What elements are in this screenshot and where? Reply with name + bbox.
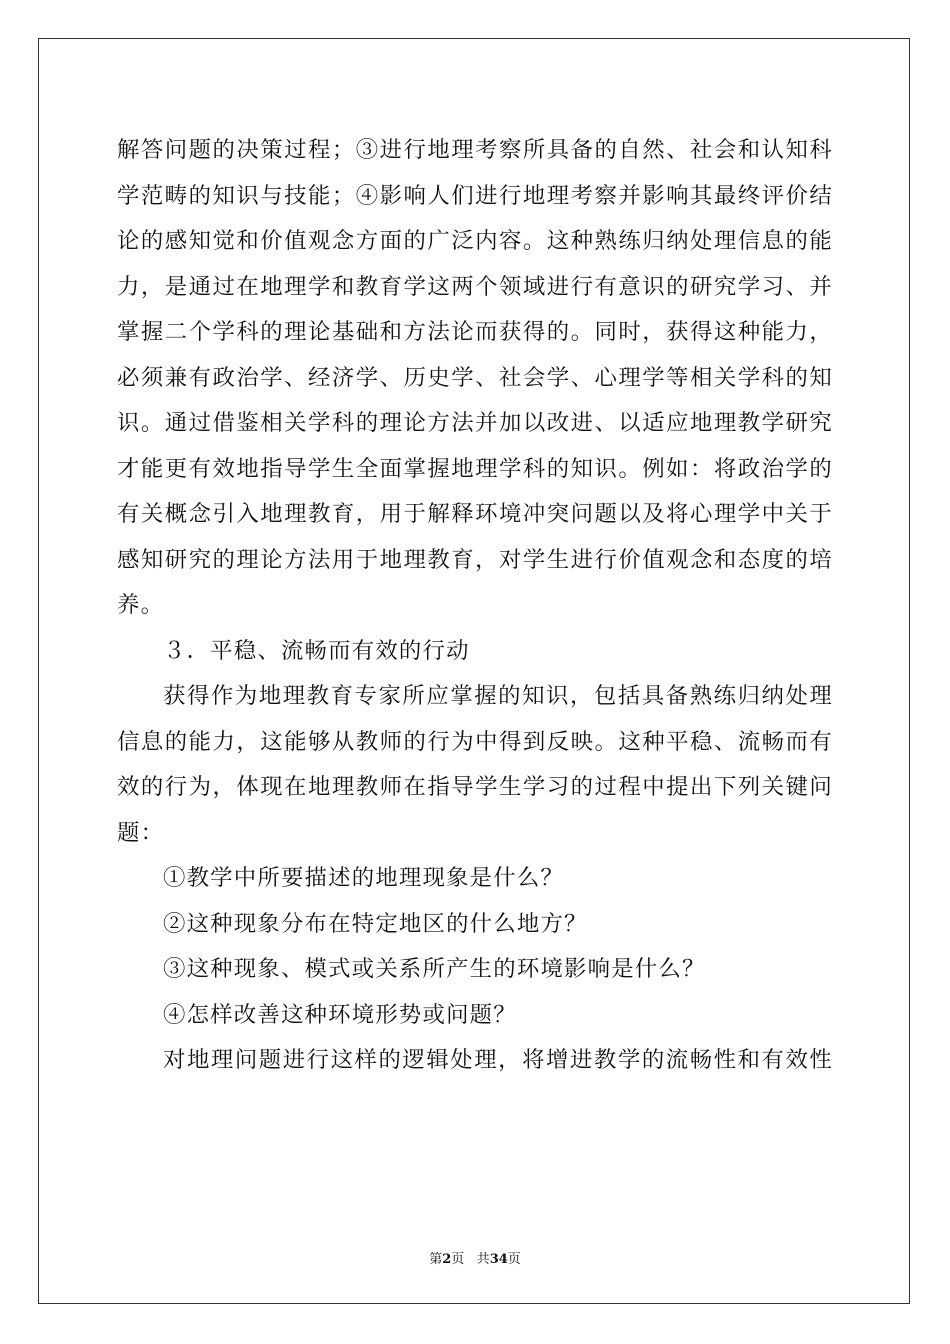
text-line: 论的感知觉和价值观念方面的广泛内容。这种熟练归纳处理信息的能 [117, 228, 833, 254]
question-item: ③这种现象、模式或关系所产生的环境影响是什么？ [163, 956, 706, 982]
total-pages: 34 [489, 1252, 508, 1267]
question-item: ②这种现象分布在特定地区的什么地方？ [163, 910, 588, 937]
text-line: 获得作为地理教育专家所应掌握的知识，包括具备熟练归纳处理 [163, 683, 833, 709]
text-line: 感知研究的理论方法用于地理教育，对学生进行价值观念和态度的培 [117, 546, 833, 573]
text-line: 效的行为，体现在地理教师在指导学生学习的过程中提出下列关键问 [117, 774, 833, 800]
page-prefix: 第 [429, 1252, 443, 1267]
text-line: 才能更有效地指导学生全面掌握地理学科的知识。例如：将政治学的 [117, 455, 833, 482]
question-item: ④怎样改善这种环境形势或问题？ [163, 1001, 517, 1028]
text-line: 掌握二个学科的理论基础和方法论而获得的。同时，获得这种能力， [117, 319, 833, 345]
text-line: 必须兼有政治学、经济学、历史学、社会学、心理学等相关学科的知 [117, 364, 833, 391]
text-line: 有关概念引入地理教育，用于解释环境冲突问题以及将心理学中关于 [117, 501, 833, 527]
text-line: 学范畴的知识与技能；④影响人们进行地理考察并影响其最终评价结 [117, 182, 833, 209]
text-line: 信息的能力，这能够从教师的行为中得到反映。这种平稳、流畅而有 [117, 728, 833, 755]
section-heading: ３．平稳、流畅而有效的行动 [163, 637, 470, 664]
total-suffix: 页 [507, 1252, 521, 1267]
text-line: 养。 [117, 592, 165, 618]
page-footer [0, 1248, 950, 1267]
total-prefix: 共 [476, 1252, 490, 1267]
page-number: 2 [442, 1252, 452, 1267]
text-line: 力，是通过在地理学和教育学这两个领域进行有意识的研究学习、并 [117, 273, 833, 300]
text-line: 解答问题的决策过程；③进行地理考察所具备的自然、社会和认知科 [117, 137, 833, 163]
text-line: 对地理问题进行这样的逻辑处理，将增进教学的流畅性和有效性 [163, 1047, 833, 1073]
text-line: 题： [117, 819, 165, 846]
page-suffix: 页 [451, 1252, 465, 1267]
document-body [117, 128, 833, 1084]
text-line: 识。通过借鉴相关学科的理论方法并加以改进、以适应地理教学研究 [117, 410, 833, 436]
question-item: ①教学中所要描述的地理现象是什么？ [163, 865, 565, 891]
